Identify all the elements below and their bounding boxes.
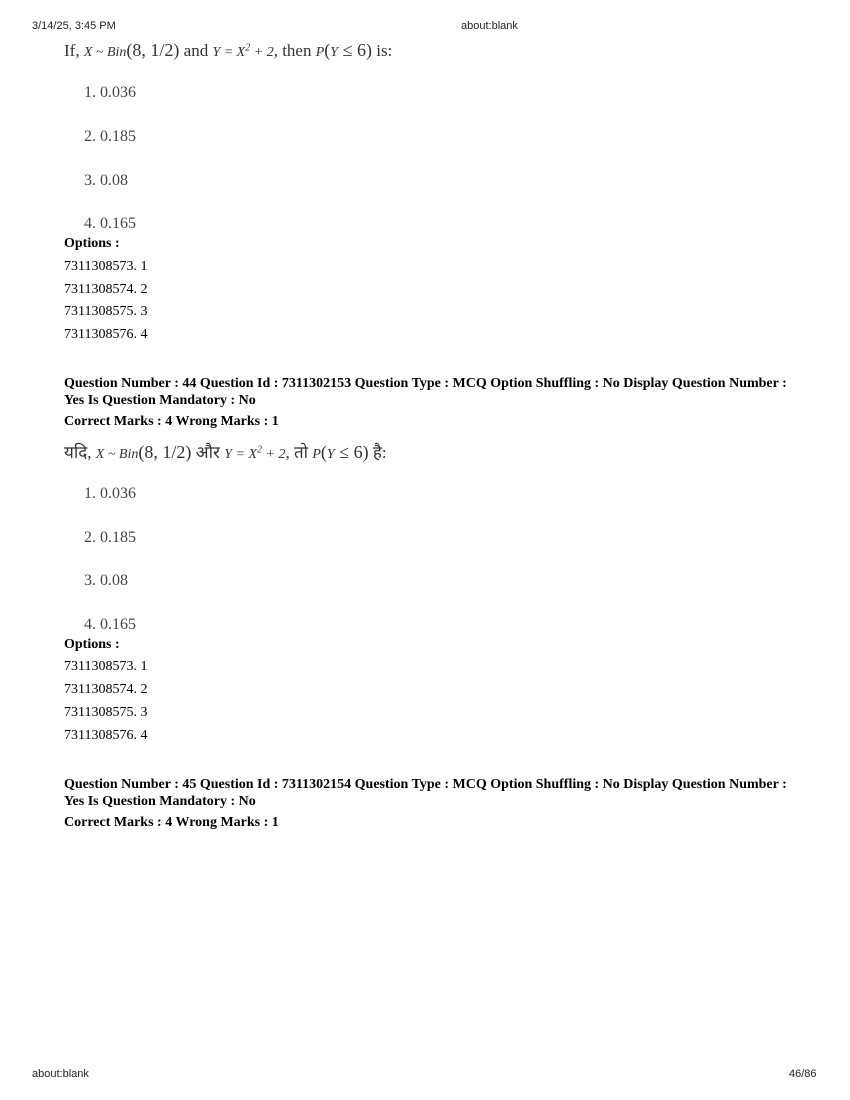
q43-options-label: Options : bbox=[64, 236, 120, 251]
q43-option: 7311308574. 2 bbox=[64, 282, 148, 297]
q43-image-option: 1. 0.036 bbox=[84, 84, 136, 101]
q44-stem-and: और bbox=[195, 443, 220, 462]
q44-option: 7311308575. 3 bbox=[64, 705, 148, 720]
q43-stem-suffix: is: bbox=[376, 41, 393, 60]
q44-marks: Correct Marks : 4 Wrong Marks : 1 bbox=[64, 414, 279, 429]
print-datetime: 3/14/25, 3:45 PM bbox=[32, 20, 116, 32]
q44-stem-then: , तो bbox=[285, 443, 309, 462]
q43-image-option: 3. 0.08 bbox=[84, 172, 128, 189]
q44-image-option: 1. 0.036 bbox=[84, 485, 136, 502]
q43-option: 7311308576. 4 bbox=[64, 327, 148, 342]
q44-option: 7311308576. 4 bbox=[64, 728, 148, 743]
q43-option: 7311308575. 3 bbox=[64, 304, 148, 319]
q43-option: 7311308573. 1 bbox=[64, 259, 148, 274]
q44-options-label: Options : bbox=[64, 637, 120, 652]
q44-option: 7311308574. 2 bbox=[64, 682, 148, 697]
q44-option: 7311308573. 1 bbox=[64, 659, 148, 674]
q44-image-option: 3. 0.08 bbox=[84, 572, 128, 589]
q43-image-option: 4. 0.165 bbox=[84, 215, 136, 232]
q44-image-option: 2. 0.185 bbox=[84, 529, 136, 546]
print-url-header: about:blank bbox=[461, 20, 518, 32]
page-number: 46/86 bbox=[789, 1068, 817, 1080]
print-url-footer: about:blank bbox=[32, 1068, 89, 1080]
q45-meta: Question Number : 45 Question Id : 7311302154 Question Type : MCQ Option Shuffling : No Display Question Number : Yes Is Question Mandatory : No bbox=[64, 777, 787, 809]
q44-stem-suffix: है: bbox=[372, 443, 387, 462]
q43-stem-then: , then bbox=[273, 41, 312, 60]
q43-stem-image: If, X ~ Bin(8, 1/2) and $Y = X^2 + 2$, then P(Y ≤ 6) is: bbox=[64, 40, 393, 60]
q43-stem-prefix: If, bbox=[64, 41, 80, 60]
q45-marks: Correct Marks : 4 Wrong Marks : 1 bbox=[64, 815, 279, 830]
q44-stem-image: यदि, X ~ Bin(8, 1/2) और $Y = X^2 + 2$, तो P(Y ≤ 6) है: bbox=[64, 442, 387, 462]
q43-stem-and: and bbox=[183, 41, 209, 60]
q44-meta: Question Number : 44 Question Id : 7311302153 Question Type : MCQ Option Shuffling : No Display Question Number : Yes Is Question Mandatory : No bbox=[64, 376, 787, 408]
q44-stem-prefix: यदि, bbox=[64, 443, 92, 462]
q44-image-option: 4. 0.165 bbox=[84, 616, 136, 633]
q43-image-option: 2. 0.185 bbox=[84, 128, 136, 145]
